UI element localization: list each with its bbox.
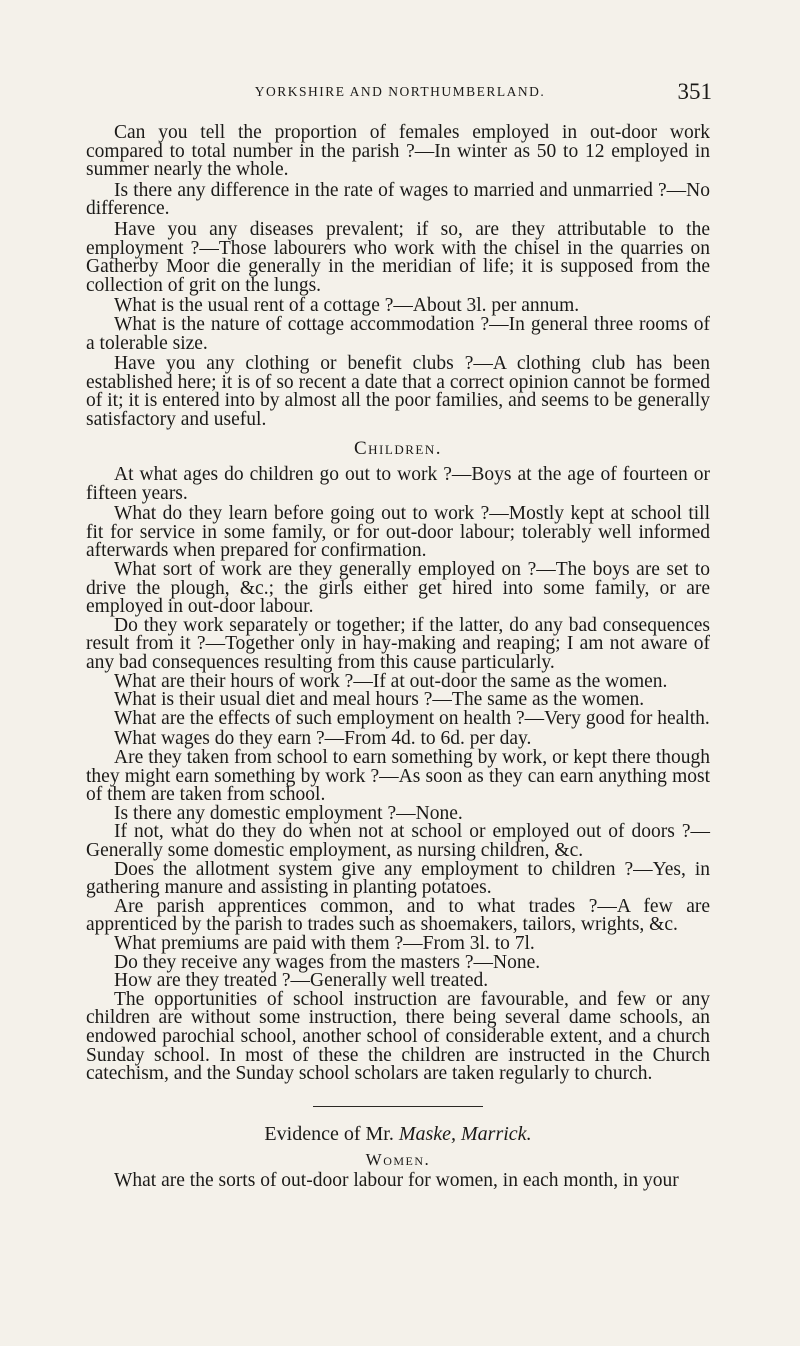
body-text <box>86 124 710 1190</box>
paragraph: Do they receive any wages from the masters ?—None. <box>114 951 541 973</box>
paragraph: Can you tell the proportion of females employed in out-door work compared to total number in the parish ?—In winter as 50 to 12 employed in summer nearly the whole. <box>86 122 710 181</box>
paragraph: Are they taken from school to earn something by work, or kept there though they might earn something by work ?—As soon as they can earn anything most of them are taken from school. <box>86 747 710 806</box>
section-heading-children: Children. <box>354 437 442 459</box>
evidence-witness-name: Maske, Marrick. <box>398 1122 532 1145</box>
paragraph: What wages do they earn ?—From 4d. to 6d. per day. <box>114 728 532 750</box>
paragraph: Does the allotment system give any employment to children ?—Yes, in gathering manure and assisting in planting potatoes. <box>86 858 710 899</box>
paragraph: Is there any domestic employment ?—None. <box>114 802 463 824</box>
evidence-prefix: Evidence of Mr. <box>264 1122 399 1145</box>
paragraph: What sort of work are they generally employed on ?—The boys are set to drive the plough, &c.; the girls either get hired into some family, or are employed in out-door labour. <box>86 559 710 618</box>
paragraph: Are parish apprentices common, and to what trades ?—A few are apprenticed by the parish to trades such as shoemakers, tailors, wrights, &c. <box>86 895 710 936</box>
page-number: 351 <box>677 79 712 104</box>
section-divider <box>313 1106 483 1107</box>
paragraph: What are the effects of such employment on health ?—Very good for health. <box>114 707 710 729</box>
running-head <box>0 79 800 108</box>
section-heading-women: Women. <box>365 1150 431 1170</box>
paragraph: Have you any clothing or benefit clubs ?—A clothing club has been established here; it is of so recent a date that a correct opinion cannot be formed of it; it is entered into by almost all the poor families, and seems to be generally satisfactory and useful. <box>86 353 710 430</box>
paragraph: Is there any difference in the rate of wages to married and unmarried ?—No difference. <box>86 179 710 220</box>
evidence-heading <box>86 1122 710 1145</box>
paragraph: Have you any diseases prevalent; if so, are they attributable to the employment ?—Those labourers who work with the chisel in the quarries on Gatherby Moor die generally in the meridian of life; it is supposed from the collection of grit on the lungs. <box>86 218 710 296</box>
paragraph: What are their hours of work ?—If at out-door the same as the women. <box>114 670 668 692</box>
paragraph: If not, what do they do when not at school or employed out of doors ?—Generally some domestic employment, as nursing children, &c. <box>86 821 710 861</box>
paragraph: What is the nature of cottage accommodation ?—In general three rooms of a tolerable size. <box>86 313 710 354</box>
paragraph: The opportunities of school instruction are favourable, and few or any children are without some instruction, there being several dame schools, an endowed parochial school, another school of considerable extent, and a church Sunday school. In most of these the children are instructed in the Church catechism, and the Sunday school scholars are taken regularly to church. <box>86 988 710 1085</box>
paragraph: What is the usual rent of a cottage ?—About 3l. per annum. <box>114 295 580 317</box>
paragraph: What are the sorts of out-door labour for women, in each month, in your <box>114 1169 679 1191</box>
running-title: YORKSHIRE AND NORTHUMBERLAND. <box>254 84 546 99</box>
paragraph: What do they learn before going out to work ?—Mostly kept at school till fit for service in some family, or for out-door labour; tolerably well informed afterwards when prepared for confirmation. <box>86 503 710 562</box>
paragraph: What is their usual diet and meal hours ?—The same as the women. <box>114 689 645 711</box>
paragraph: How are they treated ?—Generally well treated. <box>114 970 489 992</box>
paragraph: Do they work separately or together; if the latter, do any bad consequences result from it ?—Together only in hay-making and reaping; I am not aware of any bad consequences resulting from this cause particularly. <box>86 614 710 674</box>
paragraph: At what ages do children go out to work ?—Boys at the age of fourteen or fifteen years. <box>86 464 710 504</box>
paragraph: What premiums are paid with them ?—From 3l. to 7l. <box>114 932 535 954</box>
